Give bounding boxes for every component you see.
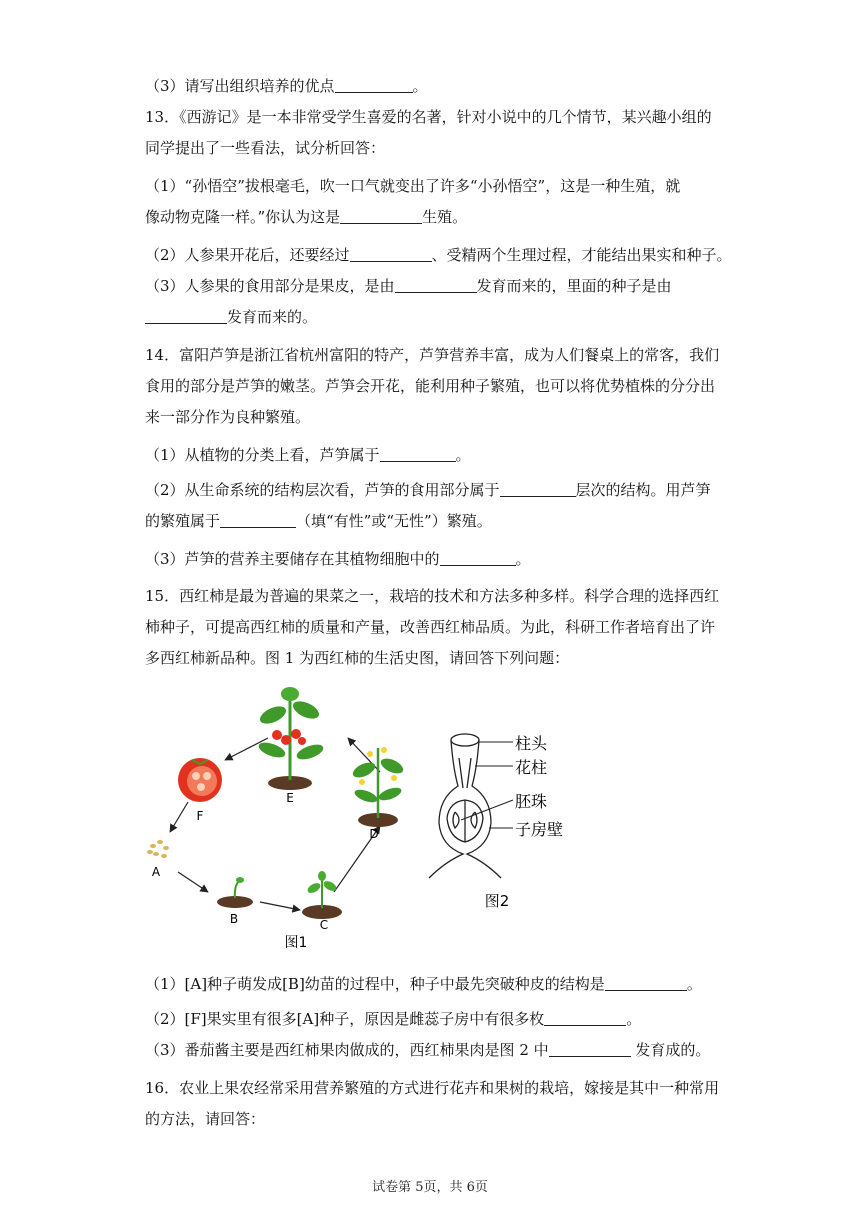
text: （3）番茄酱主要是西红柿果肉做成的，西红柿果肉是图 2 中 [145,1041,549,1059]
answer-blank [380,447,456,462]
label-ovary-wall: 子房壁 [515,820,564,839]
q16-line2: 的方法，请回答： [145,1110,266,1128]
arrow-b-to-c [260,902,300,910]
label-ovule: 胚珠 [515,792,548,811]
q13-line1: 13．《西游记》是一本非常受学生喜爱的名著，针对小说中的几个情节，某兴趣小组的 [145,108,712,126]
label-f: F [196,809,204,823]
arrow-a-to-b [178,872,208,892]
text: 像动物克隆一样。”你认为这是 [145,208,341,226]
answer-blank [544,1011,626,1026]
text: （填“有性”或“无性”）繁殖。 [296,512,492,530]
q13-part3 [145,276,672,296]
text: 发育而来的。 [227,308,318,326]
label-a: A [151,865,161,879]
q14-part3 [145,549,531,569]
stage-b-sprout [217,877,253,908]
text: （3）请写出组织培养的优点 [145,77,335,95]
text: 发育而来的，里面的种子是由 [476,277,672,295]
text: 生殖。 [422,208,468,226]
arrow-f-to-a [170,802,188,832]
label-c: C [319,918,329,932]
label-e: E [286,791,294,805]
q13-part3-cont [145,307,317,327]
pistil-outline [429,734,501,878]
q14-part2 [145,480,711,500]
text: 的繁殖属于 [145,512,221,530]
label-style: 花柱 [515,758,548,777]
text: （1）从植物的分类上看，芦笋属于 [145,446,380,464]
q14-part2-cont [145,511,492,531]
text: 。 [412,77,428,95]
q15-line2: 柿种子，可提高西红柿的质量和产量，改善西红柿品质。为此，科研工作者培育出了许 [145,618,716,636]
figure1-life-cycle [140,680,420,955]
leader-lines [461,742,513,828]
q15-line3: 多西红柿新品种。图 1 为西红柿的生活史图，请回答下列问题： [145,649,570,667]
answer-blank [500,482,576,497]
figure1-caption: 图1 [284,935,308,951]
answer-blank [335,78,413,93]
q12-part3 [145,76,428,96]
answer-blank [440,551,516,566]
answer-blank [350,247,432,262]
text: 。 [686,975,702,993]
figure2-pistil [425,728,595,914]
text: （3）芦笋的营养主要储存在其植物细胞中的 [145,550,440,568]
q15-part1 [145,974,702,994]
text: （2）[F]果实里有很多[A]种子，原因是雌蕊子房中有很多枚 [145,1010,545,1028]
label-d: D [369,827,379,841]
page-footer: 试卷第 5页，共 6页 [372,1180,488,1195]
q14-line1: 14．富阳芦笋是浙江省杭州富阳的特产，芦笋营养丰富，成为人们餐桌上的常客，我们 [145,346,720,364]
text: 。 [515,550,531,568]
text: （2）从生命系统的结构层次看，芦笋的食用部分属于 [145,481,500,499]
answer-blank [220,513,296,528]
q16-line1: 16．农业上果农经常采用营养繁殖的方式进行花卉和果树的栽培，嫁接是其中一种常用 [145,1079,720,1097]
text: 发育成的。 [630,1041,711,1059]
q14-line2: 食用的部分是芦笋的嫩茎。芦笋会开花，能利用种子繁殖，也可以将优势植株的分分出 [145,377,716,395]
stage-f-tomato-fruit [178,758,222,802]
text: 层次的结构。用芦笋 [575,481,711,499]
text: （3）人参果的食用部分是果皮，是由 [145,277,395,295]
text: 。 [455,446,471,464]
answer-blank [549,1042,631,1057]
q14-part1 [145,445,471,465]
q14-line3: 来一部分作为良种繁殖。 [145,408,311,426]
q13-part1-cont [145,207,467,227]
q13-line2: 同学提出了一些看法，试分析回答： [145,139,386,157]
text: 。 [626,1010,642,1028]
answer-blank [605,976,687,991]
stage-d-flowering-plant [351,747,406,827]
text: （1）[A]种子萌发成[B]幼苗的过程中，种子中最先突破种皮的结构是 [145,975,605,993]
answer-blank [145,309,227,324]
stage-c-seedling [302,871,342,919]
figure2-caption: 图2 [484,892,510,910]
label-b: B [229,912,239,926]
q13-part2 [145,245,732,265]
text: 、受精两个生理过程，才能结出果实和种子。 [431,246,732,264]
q13-part1: （1）“孙悟空”拔根毫毛，吹一口气就变出了许多“小孙悟空”，这是一种生殖，就 [145,177,681,195]
text: （2）人参果开花后，还要经过 [145,246,350,264]
q15-part3 [145,1040,710,1060]
answer-blank [340,209,422,224]
q15-line1: 15．西红柿是最为普遍的果菜之一，栽培的技术和方法多种多样。科学合理的选择西红 [145,587,720,605]
stage-a-seeds [147,840,169,858]
answer-blank [395,278,477,293]
label-stigma: 柱头 [515,734,548,753]
q15-part2 [145,1009,641,1029]
